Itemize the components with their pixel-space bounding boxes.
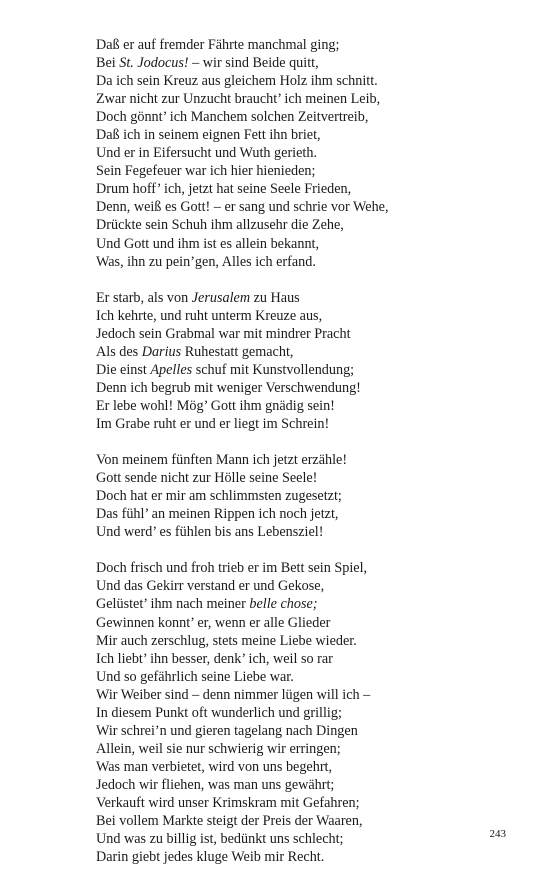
verse-line [96, 794, 536, 812]
verse-line [96, 650, 536, 668]
verse-text: Darin giebt jedes kluge Weib mir Recht. [96, 849, 325, 866]
verse-text: Und er in Eifersucht und Wuth gerieth. [96, 145, 317, 162]
verse-text: Was man verbietet, wird von uns begehrt, [96, 758, 333, 775]
verse-line [96, 36, 536, 54]
verse-line [96, 668, 536, 686]
verse-text: Und das Gekirr verstand er und Gekose, [96, 578, 325, 595]
verse-text: Wir Weiber sind – denn nimmer lügen will ich – [96, 686, 371, 703]
verse-text: – wir sind Beide quitt, [188, 55, 319, 72]
verse-line [96, 487, 536, 505]
verse-line [96, 216, 536, 234]
italic-text: Apelles [150, 361, 193, 378]
verse-line [96, 325, 536, 343]
verse-line [96, 307, 536, 325]
verse-text: zu Haus [250, 289, 300, 306]
verse-text: Und werd’ es fühlen bis ans Lebensziel! [96, 524, 324, 541]
verse-text: Zwar nicht zur Unzucht braucht’ ich meinen Leib, [96, 91, 381, 108]
verse-text: Und was zu billig ist, bedünkt uns schlecht; [96, 831, 344, 848]
verse-line [96, 758, 536, 776]
italic-text: Jerusalem [191, 289, 251, 306]
verse-line [96, 722, 536, 740]
verse-line [96, 90, 536, 108]
verse-text: Da ich sein Kreuz aus gleichem Holz ihm schnitt. [96, 73, 378, 90]
verse-text: Drückte sein Schuh ihm allzusehr die Zehe, [96, 217, 344, 234]
verse-text: Bei vollem Markte steigt der Preis der Waaren, [96, 813, 363, 830]
verse-line [96, 361, 536, 379]
verse-text: Drum hoff’ ich, jetzt hat seine Seele Frieden, [96, 181, 352, 198]
verse-text: Daß er auf fremder Fährte manchmal ging; [96, 37, 340, 53]
verse-line [96, 289, 536, 307]
verse-line [96, 812, 536, 830]
verse-line [96, 180, 536, 198]
verse-text: Ich kehrte, und ruht unterm Kreuze aus, [96, 307, 323, 324]
poem-text [96, 36, 536, 884]
verse-line [96, 54, 536, 72]
verse-text: Sein Fegefeuer war ich hier hienieden; [96, 163, 316, 180]
verse-line [96, 830, 536, 848]
verse-line [96, 144, 536, 162]
verse-text: Ich liebt’ ihn besser, denk’ ich, weil so rar [96, 650, 333, 667]
verse-text: Im Grabe ruht er und er liegt im Schrein! [96, 415, 330, 432]
page-number: 243 [489, 828, 506, 840]
verse-text: Was, ihn zu pein’gen, Alles ich erfand. [96, 253, 316, 270]
verse-text: Bei [96, 55, 120, 72]
verse-line [96, 72, 536, 90]
verse-line [96, 198, 536, 216]
verse-text: Mir auch zerschlug, stets meine Liebe wieder. [96, 632, 357, 649]
verse-line [96, 614, 536, 632]
verse-line [96, 126, 536, 144]
verse-text: Ruhestatt gemacht, [181, 343, 294, 360]
verse-line [96, 379, 536, 397]
verse-text: Allein, weil sie nur schwierig wir erringen; [96, 740, 341, 757]
verse-line [96, 704, 536, 722]
verse-line [96, 343, 536, 361]
verse-line [96, 451, 536, 469]
stanza [96, 36, 536, 271]
verse-text: Verkauft wird unser Krimskram mit Gefahren; [96, 794, 360, 811]
verse-text: Von meinem fünften Mann ich jetzt erzähle! [96, 452, 348, 469]
verse-line [96, 595, 536, 613]
verse-text: Daß ich in seinem eignen Fett ihn briet, [96, 127, 321, 144]
verse-line [96, 686, 536, 704]
verse-text: Als des [96, 343, 142, 360]
verse-line [96, 415, 536, 433]
verse-line [96, 740, 536, 758]
verse-line [96, 108, 536, 126]
verse-text: Und Gott und ihm ist es allein bekannt, [96, 235, 320, 252]
verse-text: Doch frisch und froh trieb er im Bett sein Spiel, [96, 560, 368, 577]
verse-line [96, 253, 536, 271]
stanza [96, 559, 536, 866]
verse-text: Gelüstet’ ihm nach meiner [96, 596, 250, 613]
verse-line [96, 632, 536, 650]
verse-text: Er starb, als von [96, 289, 192, 306]
verse-text: Denn, weiß es Gott! – er sang und schrie vor Wehe, [96, 199, 389, 216]
verse-text: Die einst [96, 361, 151, 378]
verse-line [96, 776, 536, 794]
verse-line [96, 848, 536, 866]
verse-line [96, 469, 536, 487]
verse-text: Doch hat er mir am schlimmsten zugesetzt; [96, 488, 342, 505]
verse-line [96, 523, 536, 541]
verse-text: Gewinnen konnt’ er, wenn er alle Glieder [96, 614, 331, 631]
verse-text: Jedoch wir fliehen, was man uns gewährt; [96, 776, 335, 793]
italic-text: Darius [141, 343, 182, 360]
verse-line [96, 577, 536, 595]
verse-line [96, 559, 536, 577]
verse-line [96, 162, 536, 180]
verse-text: Gott sende nicht zur Hölle seine Seele! [96, 470, 318, 487]
verse-text: Wir schrei’n und gieren tagelang nach Dingen [96, 722, 358, 739]
stanza [96, 451, 536, 541]
verse-text: Er lebe wohl! Mög’ Gott ihm gnädig sein! [96, 397, 335, 414]
stanza [96, 289, 536, 433]
verse-text: schuf mit Kunstvollendung; [192, 361, 355, 378]
verse-text: Doch gönnt’ ich Manchem solchen Zeitvertreib, [96, 109, 369, 126]
italic-text: belle chose; [249, 596, 318, 613]
verse-line [96, 397, 536, 415]
verse-line [96, 505, 536, 523]
verse-text: In diesem Punkt oft wunderlich und grillig; [96, 704, 342, 721]
verse-text: Denn ich begrub mit weniger Verschwendung! [96, 379, 361, 396]
verse-line [96, 235, 536, 253]
verse-text: Das fühl’ an meinen Rippen ich noch jetzt, [96, 506, 339, 523]
verse-text: Und so gefährlich seine Liebe war. [96, 668, 294, 685]
verse-text: Jedoch sein Grabmal war mit mindrer Pracht [96, 325, 351, 342]
italic-text: St. Jodocus! [119, 55, 189, 72]
